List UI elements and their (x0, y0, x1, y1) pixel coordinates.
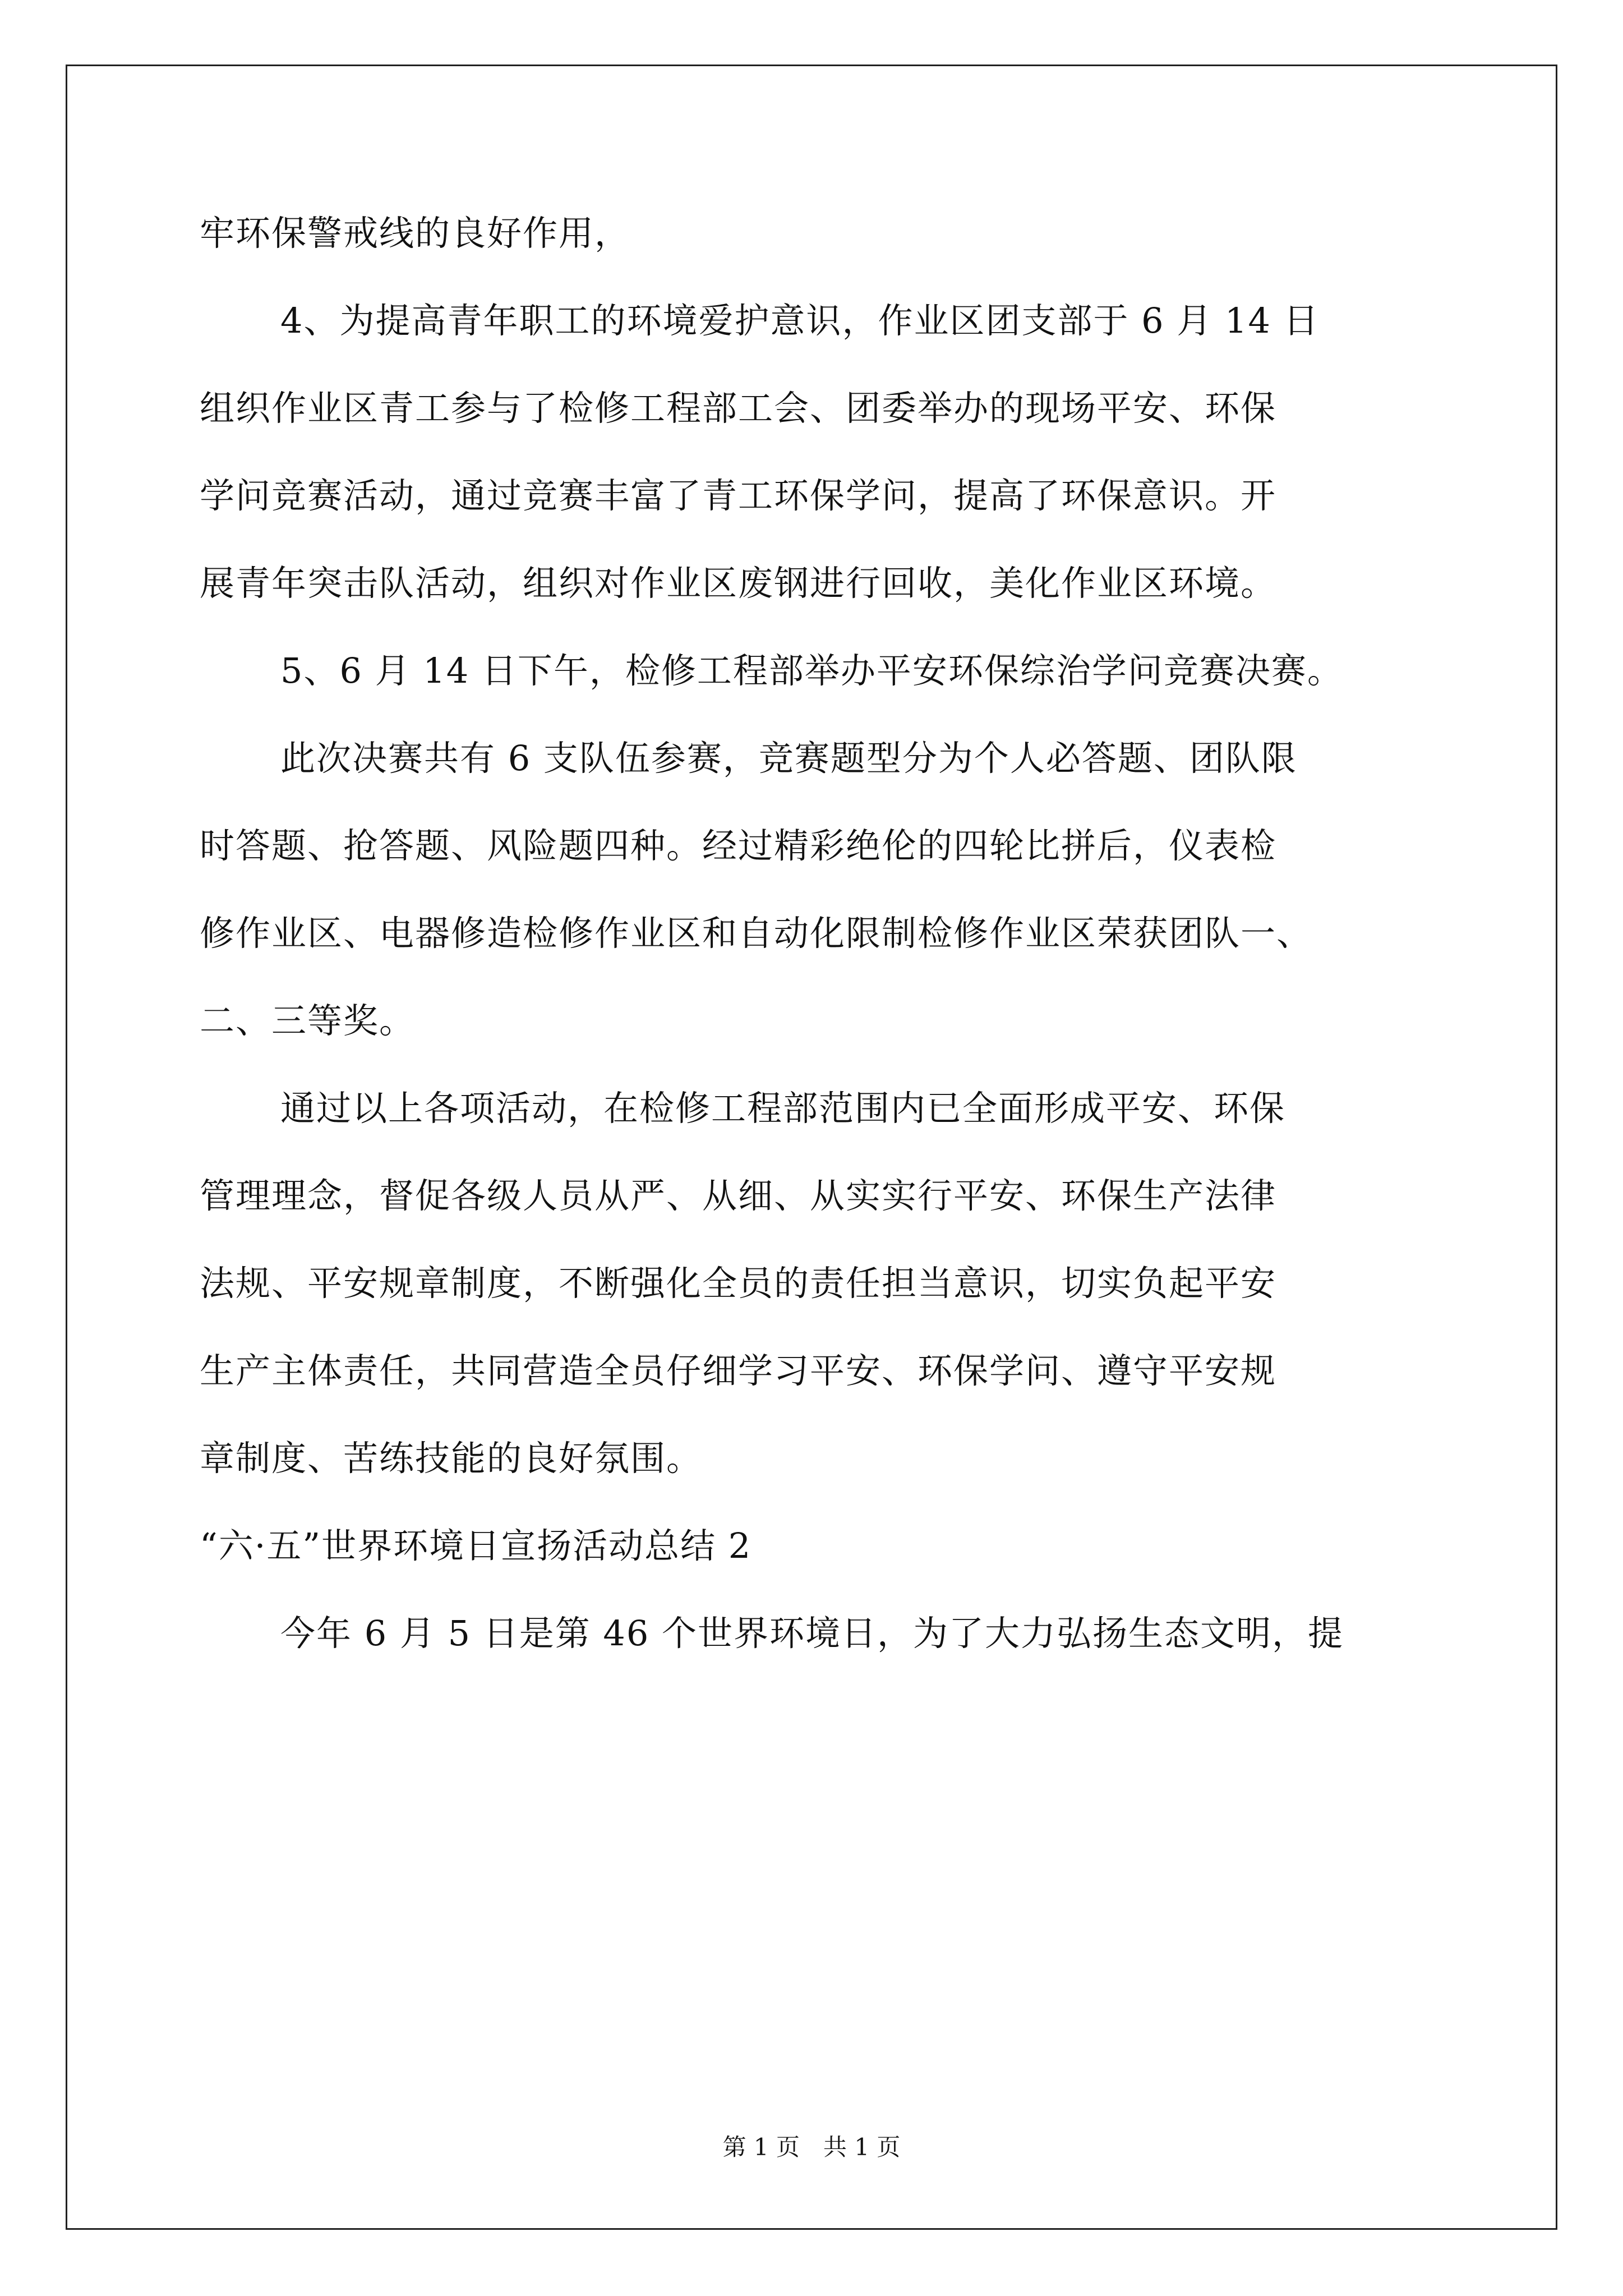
paragraph-line: 5、6 月 14 日下午，检修工程部举办平安环保综治学问竞赛决赛。 (280, 650, 1343, 691)
paragraph-line: 学问竞赛活动，通过竞赛丰富了青工环保学问，提高了环保意识。开 (200, 475, 1277, 516)
paragraph-line: 修作业区、电器修造检修作业区和自动化限制检修作业区荣获团队一、 (200, 913, 1313, 954)
paragraph-line: 展青年突击队活动，组织对作业区废钢进行回收，美化作业区环境。 (200, 563, 1277, 604)
paragraph-line: 4、为提高青年职工的环境爱护意识，作业区团支部于 6 月 14 日 (280, 300, 1320, 341)
section-heading: “六·五”世界环境日宣扬活动总结 2 (200, 1525, 752, 1566)
paragraph-line: 章制度、苦练技能的良好氛围。 (200, 1438, 703, 1479)
paragraph-line: 今年 6 月 5 日是第 46 个世界环境日，为了大力弘扬生态文明，提 (280, 1613, 1344, 1654)
paragraph-line: 通过以上各项活动，在检修工程部范围内已全面形成平安、环保 (280, 1088, 1286, 1129)
paragraph-line: 牢环保警戒线的良好作用， (200, 213, 631, 254)
paragraph-line: 此次决赛共有 6 支队伍参赛，竞赛题型分为个人必答题、团队限 (280, 738, 1297, 779)
paragraph-line: 管理理念，督促各级人员从严、从细、从实实行平安、环保生产法律 (200, 1175, 1277, 1216)
page-footer: 第 1 页 共 1 页 (722, 2133, 901, 2161)
paragraph-line: 组织作业区青工参与了检修工程部工会、团委举办的现场平安、环保 (200, 388, 1277, 429)
paragraph-line: 时答题、抢答题、风险题四种。经过精彩绝伦的四轮比拼后，仪表检 (200, 825, 1277, 866)
paragraph-line: 二、三等奖。 (200, 1000, 416, 1041)
paragraph-line: 生产主体责任，共同营造全员仔细学习平安、环保学问、遵守平安规 (200, 1350, 1277, 1391)
paragraph-line: 法规、平安规章制度，不断强化全员的责任担当意识，切实负起平安 (200, 1263, 1277, 1304)
